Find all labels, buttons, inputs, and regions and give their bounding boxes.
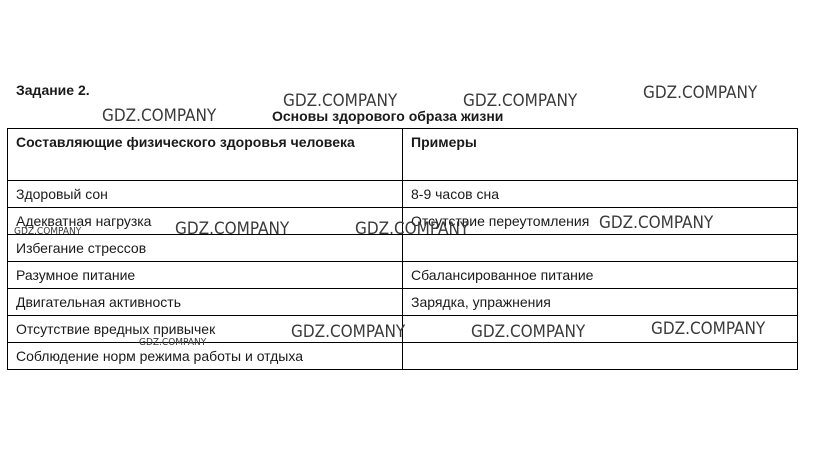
- health-table: [7, 128, 798, 370]
- watermark: GDZ.COMPANY: [175, 219, 290, 239]
- table-title: Основы здорового образа жизни: [272, 108, 504, 124]
- table-header-row: [8, 129, 798, 181]
- header-components: Составляющие физического здоровья человека: [8, 129, 403, 181]
- row-component: Избегание стрессов: [8, 235, 403, 262]
- row-component: Адекватная нагрузка: [8, 208, 403, 235]
- row-example: [403, 343, 798, 370]
- row-component: Двигательная активность: [8, 289, 403, 316]
- row-component: Здоровый сон: [8, 181, 403, 208]
- table-row: [8, 208, 798, 235]
- table-row: [8, 289, 798, 316]
- row-example: Сбалансированное питание: [403, 262, 798, 289]
- watermark: GDZ.COMPANY: [599, 213, 714, 233]
- row-example: [403, 316, 798, 343]
- watermark: GDZ.COMPANY: [471, 322, 586, 342]
- watermark: GDZ.COMPANY: [463, 91, 578, 111]
- watermark: GDZ.COMPANY: [283, 91, 398, 111]
- table-row: [8, 235, 798, 262]
- watermark: GDZ.COMPANY: [651, 319, 766, 339]
- row-example: Отсутствие переутомления: [403, 208, 798, 235]
- row-component: Отсутствие вредных привычек: [8, 316, 403, 343]
- row-example: 8-9 часов сна: [403, 181, 798, 208]
- table-row: [8, 262, 798, 289]
- header-examples: Примеры: [403, 129, 798, 181]
- table-row: [8, 343, 798, 370]
- watermark: GDZ.COMPANY: [291, 322, 406, 342]
- watermark: GDZ.COMPANY: [102, 106, 217, 126]
- row-component: Соблюдение норм режима работы и отдыха: [8, 343, 403, 370]
- task-label: Задание 2.: [16, 82, 90, 98]
- watermark: GDZ.COMPANY: [139, 337, 207, 348]
- watermark: GDZ.COMPANY: [14, 226, 82, 237]
- table-row: [8, 316, 798, 343]
- row-example: [403, 235, 798, 262]
- row-example: Зарядка, упражнения: [403, 289, 798, 316]
- table-row: [8, 181, 798, 208]
- watermark: GDZ.COMPANY: [643, 83, 758, 103]
- row-component: Разумное питание: [8, 262, 403, 289]
- watermark: GDZ.COMPANY: [355, 219, 470, 239]
